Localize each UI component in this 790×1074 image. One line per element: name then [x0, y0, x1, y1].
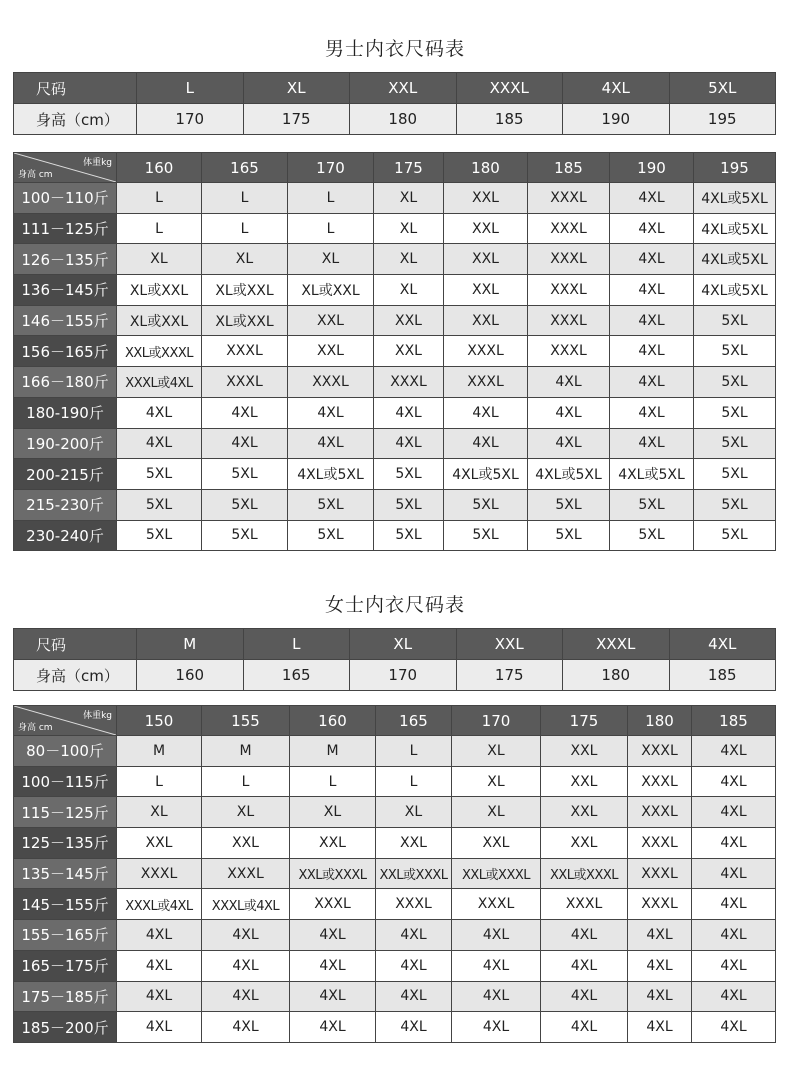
table-row — [14, 1012, 776, 1043]
size-result-cell: 4XL或5XL — [288, 459, 374, 490]
size-result-cell: 5XL — [288, 489, 374, 520]
size-result-cell: 5XL — [694, 397, 776, 428]
size-result-cell: 5XL — [374, 459, 444, 490]
weight-range-cell: 200-215斤 — [14, 459, 117, 490]
height-cell: 170 — [137, 104, 244, 135]
size-result-cell: L — [202, 183, 288, 214]
size-result-cell: 5XL — [694, 489, 776, 520]
size-cell: L — [243, 629, 350, 660]
size-cell: L — [137, 73, 244, 104]
table-row — [14, 520, 776, 551]
table-row — [14, 459, 776, 490]
size-result-cell: XXL — [202, 828, 290, 859]
size-result-cell: XL — [374, 183, 444, 214]
table-row — [14, 489, 776, 520]
size-result-cell: XXL — [117, 828, 202, 859]
col-height: 150 — [117, 706, 202, 736]
size-result-cell: 4XL — [117, 397, 202, 428]
size-result-cell: 4XL — [610, 183, 694, 214]
size-result-cell: XXL — [376, 828, 452, 859]
size-result-cell: XL — [202, 244, 288, 275]
corner-cell — [14, 706, 117, 736]
size-result-cell: 4XL — [541, 981, 628, 1012]
size-result-cell: 4XL — [117, 981, 202, 1012]
size-result-cell: 4XL — [610, 336, 694, 367]
corner-height-label: 身高 cm — [18, 170, 53, 180]
size-result-cell: 4XL — [202, 428, 288, 459]
size-result-cell: XL — [288, 244, 374, 275]
size-result-cell: 4XL — [692, 981, 776, 1012]
size-cell: XXXL — [563, 629, 670, 660]
size-result-cell: 4XL — [541, 950, 628, 981]
table-row — [14, 244, 776, 275]
size-result-cell: 5XL — [528, 489, 610, 520]
weight-range-cell: 146－155斤 — [14, 305, 117, 336]
size-cell: 5XL — [669, 73, 776, 104]
size-result-cell: 5XL — [202, 489, 288, 520]
size-cell: XXXL — [456, 73, 563, 104]
size-result-cell: 5XL — [694, 367, 776, 398]
women-chart-title: 女士内衣尺码表 — [324, 594, 465, 616]
size-result-cell: XXL或XXXL — [376, 858, 452, 889]
size-result-cell: 4XL — [376, 1012, 452, 1043]
size-result-cell: XL — [452, 766, 541, 797]
size-result-cell: 5XL — [117, 459, 202, 490]
size-result-cell: 4XL — [692, 889, 776, 920]
table-row — [14, 950, 776, 981]
table-row — [14, 367, 776, 398]
size-result-cell: XXL或XXXL — [452, 858, 541, 889]
size-result-cell: L — [376, 736, 452, 767]
table-row — [14, 766, 776, 797]
size-result-cell: XXL — [444, 305, 528, 336]
size-result-cell: XL或XXL — [117, 275, 202, 306]
size-result-cell: 4XL — [117, 1012, 202, 1043]
height-cell: 195 — [669, 104, 776, 135]
size-result-cell: 4XL — [452, 920, 541, 951]
size-result-cell: 4XL — [117, 920, 202, 951]
col-height: 170 — [288, 153, 374, 183]
size-result-cell: 4XL — [528, 397, 610, 428]
weight-range-cell: 135－145斤 — [14, 858, 117, 889]
size-result-cell: 4XL — [202, 397, 288, 428]
table-row — [14, 981, 776, 1012]
height-cell: 180 — [350, 104, 457, 135]
size-result-cell: 5XL — [117, 489, 202, 520]
size-result-cell: XL — [374, 275, 444, 306]
size-result-cell: 5XL — [610, 489, 694, 520]
size-result-cell: 4XL — [692, 766, 776, 797]
size-result-cell: 4XL — [610, 244, 694, 275]
size-result-cell: 4XL — [692, 858, 776, 889]
height-cell: 185 — [456, 104, 563, 135]
size-result-cell: 5XL — [202, 459, 288, 490]
size-result-cell: 4XL — [628, 1012, 692, 1043]
size-result-cell: XXXL — [628, 889, 692, 920]
size-result-cell: XXL — [444, 244, 528, 275]
size-result-cell: 4XL — [290, 920, 376, 951]
size-result-cell: XXL或XXXL — [290, 858, 376, 889]
size-result-cell: 4XL — [610, 275, 694, 306]
size-result-cell: XXL — [541, 797, 628, 828]
size-result-cell: L — [202, 213, 288, 244]
weight-range-cell: 126－135斤 — [14, 244, 117, 275]
size-result-cell: 4XL — [290, 981, 376, 1012]
size-result-cell: 4XL — [202, 981, 290, 1012]
size-result-cell: XXL — [541, 828, 628, 859]
size-result-cell: 4XL — [610, 428, 694, 459]
size-result-cell: 4XL — [288, 428, 374, 459]
size-result-cell: XXXL — [202, 367, 288, 398]
col-height: 175 — [374, 153, 444, 183]
table-row — [14, 920, 776, 951]
size-result-cell: XXL — [444, 183, 528, 214]
size-result-cell: 4XL — [452, 950, 541, 981]
size-result-cell: 4XL — [610, 367, 694, 398]
size-result-cell: XL — [202, 797, 290, 828]
size-result-cell: 4XL或5XL — [528, 459, 610, 490]
size-result-cell: XXXL — [628, 858, 692, 889]
size-result-cell: 4XL或5XL — [694, 275, 776, 306]
men-chart-title: 男士内衣尺码表 — [324, 38, 465, 60]
size-result-cell: 5XL — [374, 489, 444, 520]
weight-range-cell: 230-240斤 — [14, 520, 117, 551]
size-result-cell: 4XL — [117, 428, 202, 459]
weight-range-cell: 125－135斤 — [14, 828, 117, 859]
size-result-cell: XXL — [288, 336, 374, 367]
size-result-cell: XL — [290, 797, 376, 828]
size-result-cell: XL — [117, 797, 202, 828]
weight-range-cell: 215-230斤 — [14, 489, 117, 520]
col-height: 195 — [694, 153, 776, 183]
size-cell: XXL — [456, 629, 563, 660]
size-result-cell: XXL — [452, 828, 541, 859]
corner-height-label: 身高 cm — [18, 723, 53, 733]
size-result-cell: L — [376, 766, 452, 797]
size-result-cell: 4XL或5XL — [694, 183, 776, 214]
size-result-cell: 4XL — [692, 828, 776, 859]
size-result-cell: XXXL — [528, 275, 610, 306]
height-cell: 165 — [243, 660, 350, 691]
women-size-table — [13, 628, 776, 691]
size-result-cell: L — [288, 213, 374, 244]
size-result-cell: 5XL — [694, 459, 776, 490]
size-result-cell: 4XL — [692, 920, 776, 951]
size-cell: XL — [350, 629, 457, 660]
men-size-row — [14, 73, 776, 104]
size-result-cell: 4XL — [528, 428, 610, 459]
size-result-cell: 4XL — [376, 981, 452, 1012]
size-result-cell: XXXL — [528, 244, 610, 275]
size-result-cell: XL — [452, 736, 541, 767]
size-cell: 4XL — [669, 629, 776, 660]
weight-range-cell: 165－175斤 — [14, 950, 117, 981]
size-result-cell: XXXL — [374, 367, 444, 398]
size-result-cell: 5XL — [694, 520, 776, 551]
col-height: 185 — [528, 153, 610, 183]
table-row — [14, 797, 776, 828]
weight-range-cell: 166－180斤 — [14, 367, 117, 398]
table-row — [14, 428, 776, 459]
size-result-cell: L — [202, 766, 290, 797]
size-result-cell: XXXL — [628, 766, 692, 797]
corner-weight-label: 体重kg — [83, 158, 112, 168]
size-result-cell: XXXL — [444, 367, 528, 398]
size-result-cell: XXL — [374, 305, 444, 336]
col-height: 180 — [628, 706, 692, 736]
size-cell: M — [137, 629, 244, 660]
weight-range-cell: 190-200斤 — [14, 428, 117, 459]
size-result-cell: 5XL — [202, 520, 288, 551]
size-result-cell: 4XL — [376, 920, 452, 951]
height-cell: 180 — [563, 660, 670, 691]
size-result-cell: XXXL — [376, 889, 452, 920]
size-result-cell: 4XL — [528, 367, 610, 398]
size-result-cell: 5XL — [694, 428, 776, 459]
size-result-cell: 5XL — [444, 489, 528, 520]
size-result-cell: XXXL — [444, 336, 528, 367]
size-result-cell: 5XL — [288, 520, 374, 551]
weight-range-cell: 80－100斤 — [14, 736, 117, 767]
size-result-cell: 4XL — [202, 950, 290, 981]
size-result-cell: L — [117, 213, 202, 244]
size-result-cell: XXL或XXXL — [117, 336, 202, 367]
col-height: 160 — [290, 706, 376, 736]
corner-weight-label: 体重kg — [83, 711, 112, 721]
col-height: 185 — [692, 706, 776, 736]
size-result-cell: 4XL或5XL — [694, 213, 776, 244]
men-weight-grid — [13, 152, 776, 551]
size-result-cell: 4XL — [288, 397, 374, 428]
table-row — [14, 828, 776, 859]
size-result-cell: XXL或XXXL — [541, 858, 628, 889]
size-result-cell: 4XL — [541, 920, 628, 951]
size-result-cell: 4XL — [692, 950, 776, 981]
size-result-cell: 4XL — [610, 213, 694, 244]
col-height: 155 — [202, 706, 290, 736]
size-result-cell: M — [290, 736, 376, 767]
size-result-cell: XXXL — [452, 889, 541, 920]
height-cell: 175 — [456, 660, 563, 691]
height-label: 身高（cm） — [14, 660, 137, 691]
size-result-cell: 4XL — [202, 1012, 290, 1043]
size-result-cell: 5XL — [117, 520, 202, 551]
women-weight-grid — [13, 705, 776, 1043]
weight-range-cell: 145－155斤 — [14, 889, 117, 920]
size-result-cell: XXXL — [628, 736, 692, 767]
size-result-cell: XL — [452, 797, 541, 828]
size-result-cell: 4XL — [202, 920, 290, 951]
table-row — [14, 736, 776, 767]
size-result-cell: L — [288, 183, 374, 214]
size-result-cell: 4XL — [290, 950, 376, 981]
size-result-cell: XXXL — [528, 183, 610, 214]
table-row — [14, 858, 776, 889]
size-result-cell: 5XL — [374, 520, 444, 551]
men-grid-header — [14, 153, 776, 183]
size-result-cell: XL — [376, 797, 452, 828]
size-label: 尺码 — [14, 73, 137, 104]
size-result-cell: XL或XXL — [288, 275, 374, 306]
size-result-cell: XL — [117, 244, 202, 275]
size-result-cell: XXXL — [528, 213, 610, 244]
size-result-cell: 4XL — [374, 397, 444, 428]
size-result-cell: XXXL — [288, 367, 374, 398]
size-result-cell: XXXL或4XL — [202, 889, 290, 920]
size-result-cell: 5XL — [610, 520, 694, 551]
size-result-cell: XXXL — [628, 828, 692, 859]
size-result-cell: XXXL — [528, 305, 610, 336]
height-cell: 185 — [669, 660, 776, 691]
size-result-cell: XL — [374, 244, 444, 275]
size-result-cell: L — [117, 766, 202, 797]
weight-range-cell: 100－115斤 — [14, 766, 117, 797]
table-row — [14, 213, 776, 244]
size-result-cell: 4XL — [444, 397, 528, 428]
corner-cell — [14, 153, 117, 183]
men-height-row — [14, 104, 776, 135]
men-size-table — [13, 72, 776, 135]
col-height: 190 — [610, 153, 694, 183]
size-result-cell: XXXL — [541, 889, 628, 920]
weight-range-cell: 100－110斤 — [14, 183, 117, 214]
size-result-cell: 4XL — [628, 950, 692, 981]
size-result-cell: XXL — [288, 305, 374, 336]
weight-range-cell: 136－145斤 — [14, 275, 117, 306]
size-result-cell: 5XL — [528, 520, 610, 551]
size-result-cell: 5XL — [444, 520, 528, 551]
women-grid-header — [14, 706, 776, 736]
table-row — [14, 305, 776, 336]
size-cell: XXL — [350, 73, 457, 104]
size-result-cell: 4XL — [692, 797, 776, 828]
size-label: 尺码 — [14, 629, 137, 660]
height-cell: 190 — [563, 104, 670, 135]
size-result-cell: 5XL — [694, 305, 776, 336]
size-result-cell: M — [202, 736, 290, 767]
women-height-row — [14, 660, 776, 691]
table-row — [14, 183, 776, 214]
size-result-cell: 4XL — [628, 981, 692, 1012]
size-result-cell: M — [117, 736, 202, 767]
col-height: 175 — [541, 706, 628, 736]
col-height: 180 — [444, 153, 528, 183]
size-result-cell: XXL — [541, 736, 628, 767]
table-row — [14, 275, 776, 306]
size-result-cell: XXXL — [117, 858, 202, 889]
height-cell: 175 — [243, 104, 350, 135]
size-result-cell: 4XL — [541, 1012, 628, 1043]
size-result-cell: 4XL — [692, 736, 776, 767]
size-result-cell: 4XL — [610, 305, 694, 336]
size-result-cell: 4XL — [374, 428, 444, 459]
size-result-cell: 5XL — [694, 336, 776, 367]
weight-range-cell: 185－200斤 — [14, 1012, 117, 1043]
size-result-cell: 4XL — [444, 428, 528, 459]
size-result-cell: 4XL — [376, 950, 452, 981]
size-result-cell: 4XL或5XL — [694, 244, 776, 275]
size-result-cell: XXL — [444, 275, 528, 306]
weight-range-cell: 180-190斤 — [14, 397, 117, 428]
size-result-cell: 4XL — [452, 1012, 541, 1043]
size-result-cell: XL — [374, 213, 444, 244]
weight-range-cell: 155－165斤 — [14, 920, 117, 951]
size-result-cell: 4XL — [610, 397, 694, 428]
size-result-cell: XXL — [541, 766, 628, 797]
size-result-cell: L — [290, 766, 376, 797]
size-cell: XL — [243, 73, 350, 104]
women-size-row — [14, 629, 776, 660]
size-result-cell: 4XL或5XL — [610, 459, 694, 490]
size-result-cell: XXL — [444, 213, 528, 244]
size-result-cell: XXL — [290, 828, 376, 859]
weight-range-cell: 175－185斤 — [14, 981, 117, 1012]
size-cell: 4XL — [563, 73, 670, 104]
weight-range-cell: 115－125斤 — [14, 797, 117, 828]
size-result-cell: XXL — [374, 336, 444, 367]
size-result-cell: 4XL — [692, 1012, 776, 1043]
size-result-cell: XXXL或4XL — [117, 889, 202, 920]
weight-range-cell: 111－125斤 — [14, 213, 117, 244]
size-result-cell: XXXL — [202, 336, 288, 367]
size-result-cell: 4XL — [117, 950, 202, 981]
col-height: 165 — [202, 153, 288, 183]
col-height: 170 — [452, 706, 541, 736]
size-result-cell: L — [117, 183, 202, 214]
table-row — [14, 336, 776, 367]
size-result-cell: XXXL或4XL — [117, 367, 202, 398]
height-cell: 160 — [137, 660, 244, 691]
size-result-cell: XL或XXL — [202, 305, 288, 336]
size-result-cell: 4XL — [628, 920, 692, 951]
col-height: 165 — [376, 706, 452, 736]
size-result-cell: 4XL — [452, 981, 541, 1012]
height-label: 身高（cm） — [14, 104, 137, 135]
col-height: 160 — [117, 153, 202, 183]
size-result-cell: XXXL — [528, 336, 610, 367]
size-result-cell: XL或XXL — [202, 275, 288, 306]
weight-range-cell: 156－165斤 — [14, 336, 117, 367]
table-row — [14, 397, 776, 428]
size-result-cell: XXXL — [628, 797, 692, 828]
table-row — [14, 889, 776, 920]
size-result-cell: XXXL — [202, 858, 290, 889]
size-result-cell: 4XL — [290, 1012, 376, 1043]
size-result-cell: XXXL — [290, 889, 376, 920]
height-cell: 170 — [350, 660, 457, 691]
size-result-cell: 4XL或5XL — [444, 459, 528, 490]
size-result-cell: XL或XXL — [117, 305, 202, 336]
